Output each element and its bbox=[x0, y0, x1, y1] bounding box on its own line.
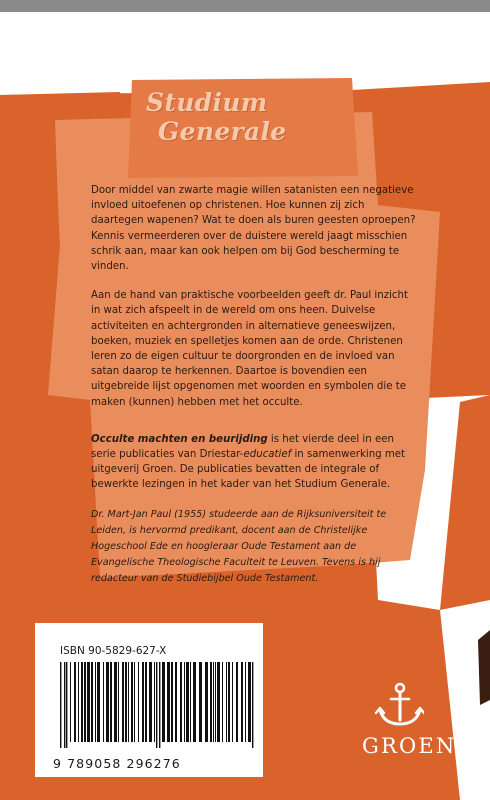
barcode-bar bbox=[134, 662, 135, 742]
barcode-panel bbox=[35, 623, 263, 777]
dark-edge-sliver bbox=[478, 630, 490, 705]
barcode-bar bbox=[110, 662, 112, 742]
barcode-bar bbox=[180, 662, 182, 742]
barcode-bar bbox=[236, 662, 238, 742]
barcode-bar bbox=[114, 662, 117, 742]
blurb-paragraph-1: Door middel van zwarte magie willen satanisten een negatieve invloed uitoefenen op christenen. Hoe kunnen zij zich daartegen wapenen? Wat te doen als buren geesten oproepen? Kennis vermeerderen over de duistere wereld jaagt misschien schrik aan, maar kan ook helpen om bij God bescherming te vinden. bbox=[91, 185, 416, 273]
barcode-bar bbox=[184, 662, 185, 742]
barcode-bar bbox=[228, 662, 230, 742]
barcode-bar bbox=[95, 662, 96, 742]
barcode-bar bbox=[199, 662, 202, 742]
book-title: Occulte machten en beurijding bbox=[91, 433, 268, 445]
barcode-bar bbox=[106, 662, 109, 742]
barcode-bar bbox=[215, 662, 216, 742]
barcode-bar bbox=[217, 662, 220, 742]
author-bio: Dr. Mart-Jan Paul (1955) studeerde aan de Rijksuniversiteit te Leiden, is hervormd predikant, docent aan de Christelijke Hogeschool Ede en hoogleraar Oude Testament aan de Evangelische Theologische Faculteit te Leuven. Tevens is hij redacteur van de Studiebijbel Oude Testament. bbox=[91, 508, 387, 584]
series-title-line-2: Generale bbox=[158, 117, 287, 146]
barcode-bar bbox=[138, 662, 139, 742]
series-title bbox=[146, 88, 287, 146]
barcode bbox=[58, 662, 258, 748]
isbn-number: ISBN 90-5829-627-X bbox=[60, 645, 167, 657]
barcode-bar bbox=[142, 662, 144, 742]
barcode-bar bbox=[222, 662, 223, 742]
barcode-bar bbox=[205, 662, 208, 742]
publisher-name: GROEN bbox=[362, 734, 457, 758]
barcode-bar bbox=[66, 662, 67, 748]
barcode-bar bbox=[213, 662, 214, 742]
barcode-bar bbox=[193, 662, 196, 742]
barcode-bar bbox=[78, 662, 79, 742]
barcode-bar bbox=[60, 662, 61, 748]
barcode-bar bbox=[128, 662, 129, 742]
publisher-logo bbox=[362, 682, 462, 772]
barcode-bar bbox=[159, 662, 160, 748]
blurb-text bbox=[91, 183, 419, 601]
series-title-line-1: Studium bbox=[146, 88, 268, 117]
barcode-bar bbox=[245, 662, 246, 742]
barcode-bar bbox=[122, 662, 124, 742]
barcode-bar bbox=[70, 662, 71, 742]
barcode-bar bbox=[232, 662, 233, 742]
barcode-bar bbox=[145, 662, 147, 742]
series-text-b: in samenwerking met uitgeverij Groen. De publicaties bevatten de integrale of bewerkte lezingen in het kader van het Studium Generale. bbox=[91, 449, 406, 491]
barcode-bar bbox=[103, 662, 104, 742]
barcode-bar bbox=[241, 662, 243, 742]
barcode-bar bbox=[91, 662, 93, 742]
barcode-bar bbox=[84, 662, 86, 742]
barcode-bar bbox=[81, 662, 83, 742]
barcode-bar bbox=[167, 662, 170, 742]
ean-number: 9 789058 296276 bbox=[53, 756, 181, 771]
barcode-bar bbox=[186, 662, 189, 742]
barcode-bar bbox=[248, 662, 251, 742]
series-text-a: is het vierde deel in een serie publicaties van Driestar- bbox=[91, 433, 394, 461]
barcode-bar bbox=[118, 662, 119, 742]
barcode-bar bbox=[149, 662, 152, 742]
barcode-bar bbox=[154, 662, 155, 742]
barcode-bar bbox=[74, 662, 76, 742]
barcode-bar bbox=[64, 662, 65, 748]
publisher-italic-word: educatief bbox=[243, 449, 292, 461]
series-paragraph bbox=[91, 432, 419, 493]
barcode-bar bbox=[156, 662, 157, 748]
barcode-bar bbox=[87, 662, 90, 742]
barcode-bar bbox=[97, 662, 100, 742]
barcode-bar bbox=[226, 662, 227, 742]
barcode-bar bbox=[190, 662, 191, 742]
barcode-bar bbox=[175, 662, 177, 742]
blurb-paragraph-2: Aan de hand van praktische voorbeelden geeft dr. Paul inzicht in wat zich afspeelt in de wereld om ons heen. Duivelse activiteiten en achtergronden in alternatieve geneeswijzen, boeken, muziek en spelletjes komen aan de orde. Christenen leren zo de eigen cultuur te doorgronden en de invloed van satan daarop te herkennen. Daartoe is bovendien een uitgebreide lijst opgenomen met woorden en symbolen die te maken (kunnen) hebben met het occulte. bbox=[91, 290, 408, 408]
barcode-bar bbox=[210, 662, 212, 742]
barcode-bar bbox=[125, 662, 127, 742]
anchor-logo-icon bbox=[374, 682, 424, 728]
white-shape-lower-left bbox=[0, 640, 35, 800]
barcode-bar bbox=[131, 662, 133, 742]
barcode-bar bbox=[252, 662, 253, 748]
barcode-bar bbox=[171, 662, 173, 742]
barcode-bar bbox=[162, 662, 165, 742]
